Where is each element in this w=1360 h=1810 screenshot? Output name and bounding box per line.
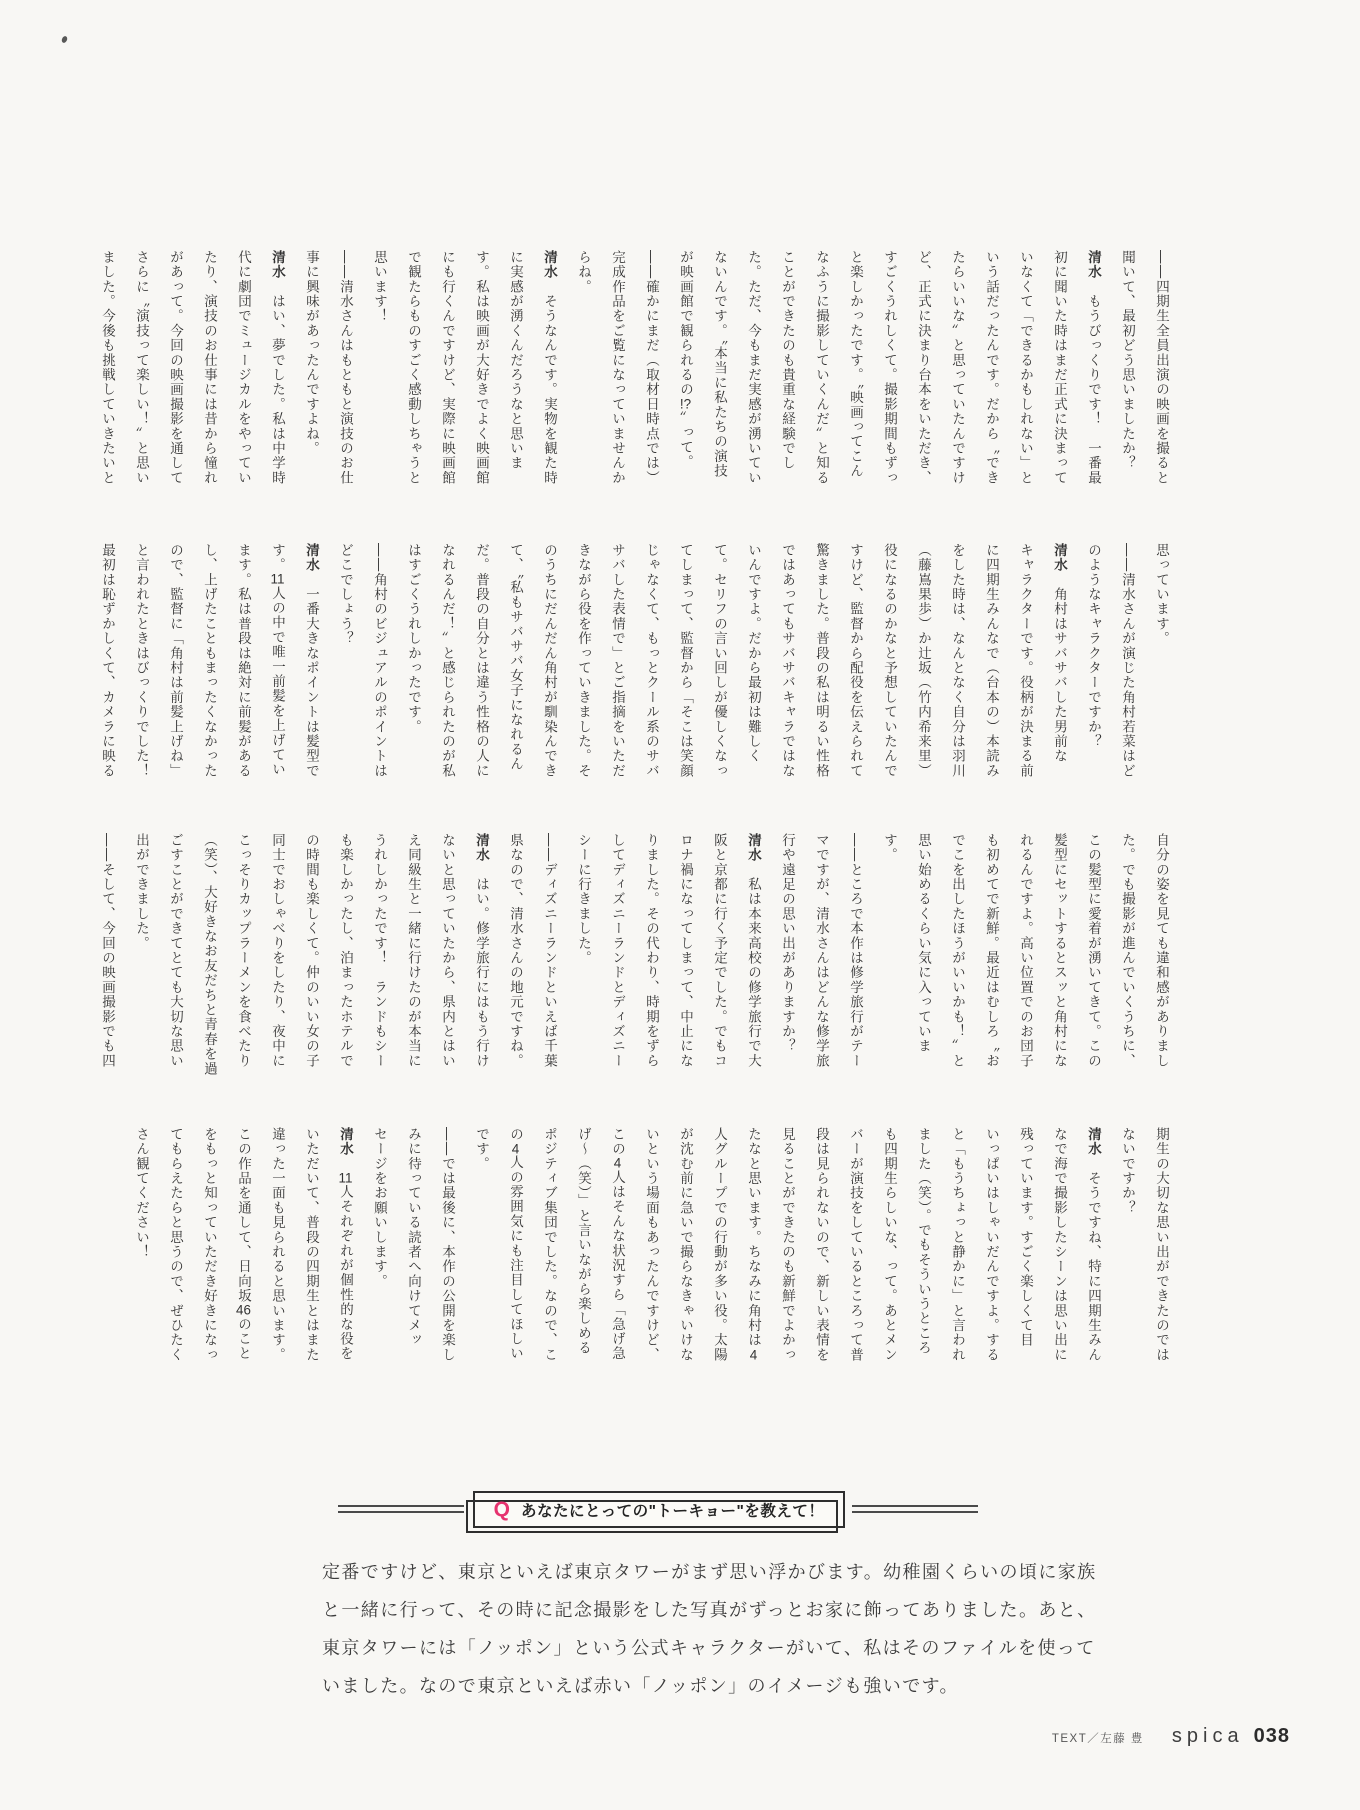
text-column: 清水 そうですね、特に四期生みん [1086,1127,1101,1363]
text-column: ——角村のビジュアルのポイントは [372,543,387,779]
text-column: 清水 そうなんです。実物を観た時 [542,250,557,486]
answer-line: 東京タワーには「ノッポン」という公式キャラクターがいて、私はそのファイルを使って [322,1638,1096,1658]
text-column: じゃなくて、もっとクール系のサバ [644,543,659,779]
text-column: してディズニーランドとディズニー [610,833,625,1069]
text-column: ——では最後に、本作の公開を楽し [440,1127,455,1363]
text-column: 代に劇団でミュージカルをやってい [236,250,251,486]
text-column: 期生の大切な思い出ができたのでは [1154,1127,1169,1363]
text-column: たり、演技のお仕事には昔から憧れ [202,250,217,486]
text-column: 清水 私は本来高校の修学旅行で大 [746,833,761,1069]
text-column: ——清水さんはもともと演技のお仕 [338,250,353,486]
text-column: ないと思っていたから、県内とはい [440,833,455,1069]
text-column: ます。私は普段は絶対に前髪がある [236,543,251,779]
text-column: に実感が湧くんだろうなと思いま [508,250,523,471]
text-column: も四期生らしいな、って。あとメン [882,1127,897,1363]
text-column: 最初は恥ずかしくて、カメラに映る [100,543,115,779]
text-column: サバした表情で」とご指摘をいただ [610,543,625,779]
text-column: いという場面もあったんですけど、 [644,1127,659,1363]
text-column: 人グループでの行動が多い役。太陽 [712,1127,727,1363]
text-column: いっぱいはしゃいだんですよ。する [984,1127,999,1363]
text-column: のようなキャラクターですか？ [1086,543,1101,749]
interview-band-2 [90,543,1178,801]
text-column: たなと思います。ちなみに角村は4 [746,1127,761,1361]
text-column: なふうに撮影していくんだ〟と知る [814,250,829,486]
text-column: 髪型にセットするとスッと角村にな [1052,833,1067,1069]
text-column: キャラクターです。役柄が決まる前 [1018,543,1033,779]
text-column: てもらえたらと思うので、ぜひたく [168,1127,183,1363]
text-column: のうちにだんだん角村が馴染んでき [542,543,557,779]
text-column: で観たらものすごく感動しちゃうと [406,250,421,486]
text-column: 出ができました。 [134,833,149,951]
text-column: 清水 一番大きなポイントは髪型で [304,543,319,779]
text-column: 自分の姿を見ても違和感がありまし [1154,833,1169,1069]
text-column: 段は見られないので、新しい表情を [814,1127,829,1363]
text-column: ——そして、今回の映画撮影でも四 [100,833,115,1069]
text-column: 行や遠足の思い出がありますか？ [780,833,795,1054]
text-column: バーが演技をしているところって普 [848,1127,863,1363]
text-column: 驚きました。普段の私は明るい性格 [814,543,829,779]
interview-band-4 [124,1127,1178,1385]
text-column: いただいて、普段の四期生とはまた [304,1127,319,1363]
text-column: でこを出したほうがいいかも！〟と [950,833,965,1069]
text-column: この4人はそんな状況すら「急げ急 [610,1127,625,1362]
text-column: 清水 角村はサバサバした男前な [1052,543,1067,764]
text-column: れるんですよ。高い位置でのお団子 [1018,833,1033,1069]
text-column: 県なので、清水さんの地元ですね。 [508,833,523,1069]
text-column: 違った一面も見られると思います。 [270,1127,285,1363]
text-column: ロナ禍になってしまって、中止にな [678,833,693,1069]
text-column: た。ただ、今もまだ実感が湧いてい [746,250,761,486]
text-column: さらに〝演技って楽しい！〟と思い [134,250,149,486]
text-column: ど、正式に決まり台本をいただき、 [916,250,931,486]
text-column: に四期生みんなで（台本の）本読み [984,543,999,779]
text-column: 聞いて、最初どう思いましたか？ [1120,250,1135,471]
text-column: と「もうちょっと静かに」と言われ [950,1127,965,1363]
text-column: 清水 もうびっくりです！ 一番最 [1086,250,1101,486]
page-number: 038 [1253,1725,1290,1747]
text-column: てしまって、監督から「そこは笑顔 [678,543,693,779]
text-column: ——確かにまだ（取材日時点では） [644,250,659,486]
text-column: があって。今回の映画撮影を通して [168,250,183,486]
text-column: すけど、監督から配役を伝えられて [848,543,863,779]
text-column: みに待っている読者へ向けてメッ [406,1127,421,1348]
q-icon: Q [493,1498,510,1521]
question-box [473,1491,845,1528]
page-footer [1052,1725,1290,1748]
text-column: ——清水さんが演じた角村若菜はど [1120,543,1135,779]
text-column: なで海で撮影したシーンは思い出に [1052,1127,1067,1363]
text-column: ました（笑）。でもそういうところ [916,1127,931,1356]
text-column: いう話だったんです。だから〝でき [984,250,999,486]
text-column: 見ることができたのも新鮮でよかっ [780,1127,795,1363]
text-column: をした時は、なんとなく自分は羽川 [950,543,965,779]
text-column: シーに行きました。 [576,833,591,966]
text-credit: TEXT／左藤 豊 [1051,1733,1144,1745]
text-column: にも行くんですけど、実際に映画館 [440,250,455,486]
text-column: ごすことができてとても大切な思い [168,833,183,1069]
text-column: この髪型に愛着が湧いてきて。この [1086,833,1101,1069]
text-column: し、上げたこともまったくなかった [202,543,217,779]
text-column: なれるんだ！〟と感じられたのが私 [440,543,455,779]
text-column: らね。 [576,250,591,295]
text-column: 初に聞いた時はまだ正式に決まって [1052,250,1067,486]
text-column: ——ディズニーランドといえば千葉 [542,833,557,1069]
text-column: ではあってもサバサバキャラではな [780,543,795,779]
text-column: です。 [474,1127,489,1172]
answer-paragraph [322,1553,1097,1705]
text-column: りました。その代わり、時期をずら [644,833,659,1069]
text-column: げ〜（笑）」と言いながら楽しめる [576,1127,591,1356]
text-column: て。セリフの言い回しが優しくなっ [712,543,727,779]
ink-speck [61,35,68,43]
question-title: あなたにとっての"トーキョー"を教えて！ [520,1502,825,1520]
text-column: も楽しかったし、泊まったホテルで [338,833,353,1069]
text-column: た。でも撮影が進んでいくうちに、 [1120,833,1135,1069]
text-column: す。 [882,833,897,863]
text-column: 完成作品をご覧になっていませんか [610,250,625,486]
text-column: の4人の雰囲気にも注目してほしい [508,1127,523,1362]
answer-line: 定番ですけど、東京といえば東京タワーがまず思い浮かびます。幼稚園くらいの頃に家族 [322,1562,1097,1582]
text-column: うれしかったです！ ランドもシー [372,833,387,1069]
text-column: す。11人の中で唯一前髪を上げてい [270,543,285,778]
text-column: が沈む前に急いで撮らなきゃいけな [678,1127,693,1363]
interview-band-1 [90,250,1178,508]
text-column: この作品を通して、日向坂46のこと [236,1127,251,1362]
text-column: 同士でおしゃべりをしたり、夜中に [270,833,285,1069]
text-column: ことができたのも貴重な経験でし [780,250,795,471]
text-column: 思っています。 [1154,543,1169,646]
text-column: だ。普段の自分とは違う性格の人に [474,543,489,779]
interview-band-3 [90,833,1178,1091]
text-column: 阪と京都に行く予定でした。でもコ [712,833,727,1069]
text-column: え同級生と一緒に行けたのが本当に [406,833,421,1069]
answer-line: いました。なので東京といえば赤い「ノッポン」のイメージも強いです。 [322,1676,959,1696]
text-column: ——ところで本作は修学旅行がテー [848,833,863,1069]
double-rule-right [852,1505,978,1513]
text-column: セージをお願いします。 [372,1127,387,1289]
text-column: いなくて「できるかもしれない」と [1018,250,1033,486]
text-column: （笑）、大好きなお友だちと青春を過 [202,833,217,1077]
text-column: いんですよ。だから最初は難しく [746,543,761,764]
text-column: さん観てください！ [134,1127,149,1260]
text-column: こっそりカップラーメンを食べたり [236,833,251,1069]
text-column: て、〝私もサバサバ女子になれるん [508,543,523,772]
text-column: 思い始めるくらい気に入っていま [916,833,931,1054]
text-column: 思います！ [372,250,387,324]
text-column: ました。今後も挑戦していきたいと [100,250,115,486]
text-column: ので、監督に「角村は前髪上げね」 [168,543,183,779]
answer-line: と一緒に行って、その時に記念撮影をした写真がずっとお家に飾ってありました。あと、 [322,1600,1097,1620]
magazine-name: spica [1171,1725,1244,1747]
text-column: マですが、清水さんはどんな修学旅 [814,833,829,1069]
text-column: が映画館で観られるの!?〟って。 [678,250,693,470]
text-column: 事に興味があったんですよね。 [304,250,319,456]
text-column: （藤嶌果歩）か辻坂（竹内希来里） [916,543,931,779]
text-column: はすごくうれしかったです。 [406,543,421,735]
text-column: 清水 11人それぞれが個性的な役を [338,1127,353,1362]
text-column: ないんです。〝本当に私たちの演技 [712,250,727,479]
text-column: 清水 はい。修学旅行にはもう行け [474,833,489,1069]
text-column: たらいいな〟と思っていたんですけ [950,250,965,486]
text-column: ないですか？ [1120,1127,1135,1216]
text-column: す。私は映画が大好きでよく映画館 [474,250,489,486]
text-column: と楽しかったです。〝映画ってこん [848,250,863,479]
text-column: すごくうれしくて。撮影期間もずっ [882,250,897,486]
text-column: と言われたときはびっくりでした！ [134,543,149,779]
text-column: の時間も楽しくて。仲のいい女の子 [304,833,319,1069]
text-column: をもっと知っていただき好きになっ [202,1127,217,1363]
text-column: どこでしょう？ [338,543,353,646]
text-column: 残っています。すごく楽しくて目 [1018,1127,1033,1348]
text-column: 清水 はい、夢でした。私は中学時 [270,250,285,486]
text-column: も初めてで新鮮。最近はむしろ〝お [984,833,999,1069]
text-column: 役になるのかなと予想していたんで [882,543,897,779]
text-column: ——四期生全員出演の映画を撮ると [1154,250,1169,486]
text-column: きながら役を作っていきました。そ [576,543,591,779]
double-rule-left [338,1505,464,1513]
text-column: ポジティブ集団でした。なので、こ [542,1127,557,1363]
